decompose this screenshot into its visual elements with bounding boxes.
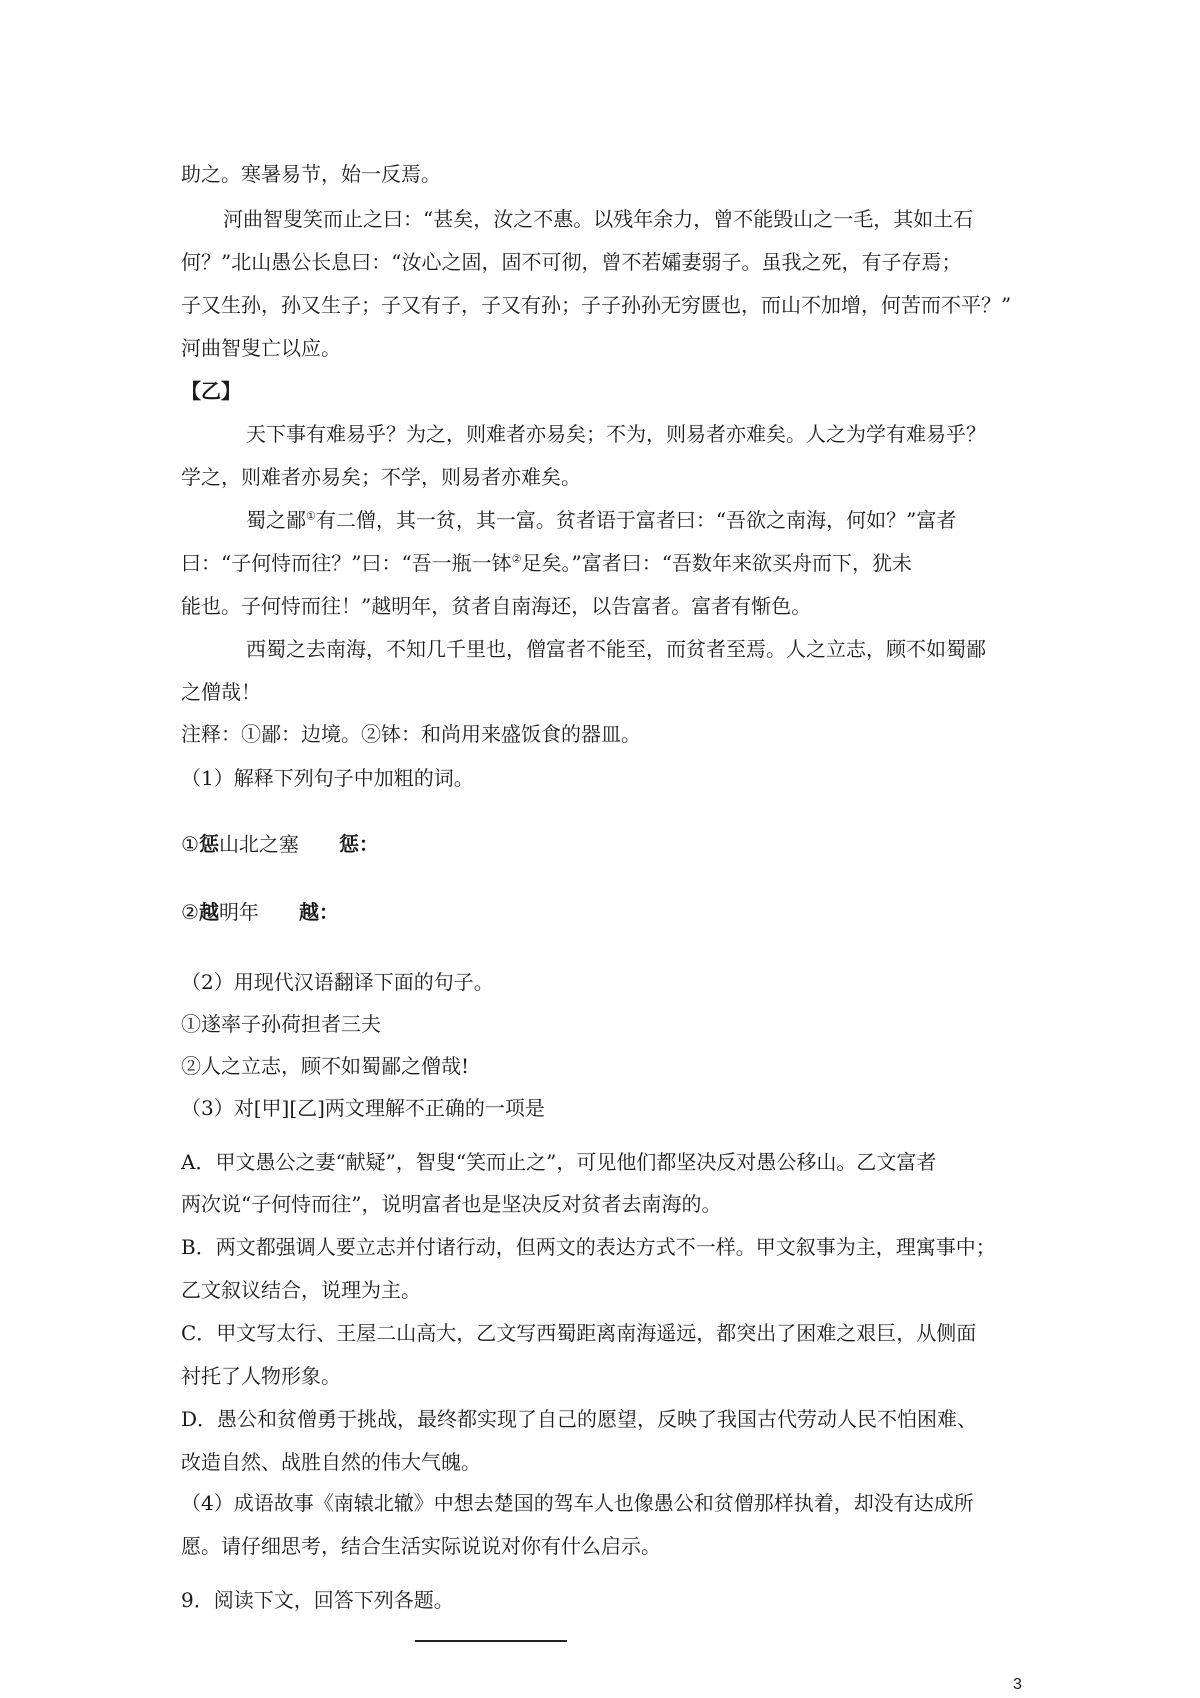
option-a-line: A．甲文愚公之妻“献疑”，智叟“笑而止之”，可见他们都坚决反对愚公移山。乙文富者 — [181, 1150, 937, 1174]
question-2-item-b: ②人之立志，顾不如蜀鄙之僧哉! — [181, 1054, 470, 1078]
option-c-line: 衬托了人物形象。 — [181, 1364, 341, 1388]
footnote-marker: ② — [511, 552, 522, 566]
page-number: 3 — [1013, 1676, 1022, 1693]
question-4-line: 愿。请仔细思考，结合生活实际说说对你有什么启示。 — [181, 1534, 661, 1558]
passage-line: 子又生孙，孙又生子；子又有子，子又有孙；子子孙孙无穷匮也，而山不加增，何苦而不平？” — [181, 293, 1012, 317]
option-d-line: D．愚公和贫僧勇于挑战，最终都实现了自己的愿望，反映了我国古代劳动人民不怕困难、 — [181, 1407, 978, 1431]
passage-line: 曰：“子何恃而往？”曰：“吾一瓶一钵②足矣。”富者曰：“吾数年来欲买舟而下，犹未 — [181, 551, 913, 575]
option-b-line: B．两文都强调人要立志并付诸行动，但两文的表达方式不一样。甲文叙事为主，理寓事中； — [181, 1235, 996, 1259]
question-1-title: （1）解释下列句子中加粗的词。 — [181, 766, 474, 790]
question-1-item-b: ②越明年 越： — [181, 900, 339, 924]
passage-line: 能也。子何恃而往！”越明年，贫者自南海还，以告富者。富者有惭色。 — [181, 594, 812, 618]
passage-line: 何？”北山愚公长息曰：“汝心之固，固不可彻，曾不若孀妻弱子。虽我之死，有子存焉； — [181, 250, 962, 274]
footnote-marker: ① — [306, 509, 316, 523]
passage-line: 西蜀之去南海，不知几千里也，僧富者不能至，而贫者至焉。人之立志，顾不如蜀鄙 — [246, 637, 986, 661]
passage-line: 助之。寒暑易节，始一反焉。 — [181, 162, 441, 186]
divider-line — [415, 1640, 567, 1642]
passage-line: 蜀之鄙①有二僧，其一贫，其一富。贫者语于富者曰：“吾欲之南海，何如？”富者 — [246, 508, 957, 532]
question-4-line: （4）成语故事《南辕北辙》中想去楚国的驾车人也像愚公和贫僧那样执着，却没有达成所 — [181, 1491, 974, 1515]
passage-line: 河曲智叟亡以应。 — [181, 336, 341, 360]
option-a-line: 两次说“子何恃而往”，说明富者也是坚决反对贫者去南海的。 — [181, 1192, 722, 1216]
question-2-item-a: ①遂率子孙荷担者三夫 — [181, 1012, 381, 1036]
passage-line: 河曲智叟笑而止之曰：“甚矣，汝之不惠。以残年余力，曾不能毁山之一毛，其如土石 — [223, 207, 974, 231]
question-1-item-a: ①惩山北之塞 惩： — [181, 832, 379, 856]
question-2-title: （2）用现代汉语翻译下面的句子。 — [181, 970, 494, 994]
option-c-line: C．甲文写太行、王屋二山高大，乙文写西蜀距离南海遥远，都突出了困难之艰巨，从侧面 — [181, 1321, 977, 1345]
passage-line: 天下事有难易乎？为之，则难者亦易矣；不为，则易者亦难矣。人之为学有难易乎？ — [246, 422, 986, 446]
option-d-line: 改造自然、战胜自然的伟大气魄。 — [181, 1450, 481, 1474]
footnotes: 注释：①鄙：边境。②钵：和尚用来盛饭食的器皿。 — [181, 722, 641, 746]
option-b-line: 乙文叙议结合，说理为主。 — [181, 1278, 421, 1302]
question-3-title: （3）对[甲][乙]两文理解不正确的一项是 — [181, 1096, 545, 1120]
section-heading-yi: 【乙】 — [181, 379, 241, 403]
passage-line: 学之，则难者亦易矣；不学，则易者亦难矣。 — [181, 465, 581, 489]
passage-line: 之僧哉！ — [181, 680, 261, 704]
question-9-title: 9．阅读下文，回答下列各题。 — [181, 1588, 454, 1612]
